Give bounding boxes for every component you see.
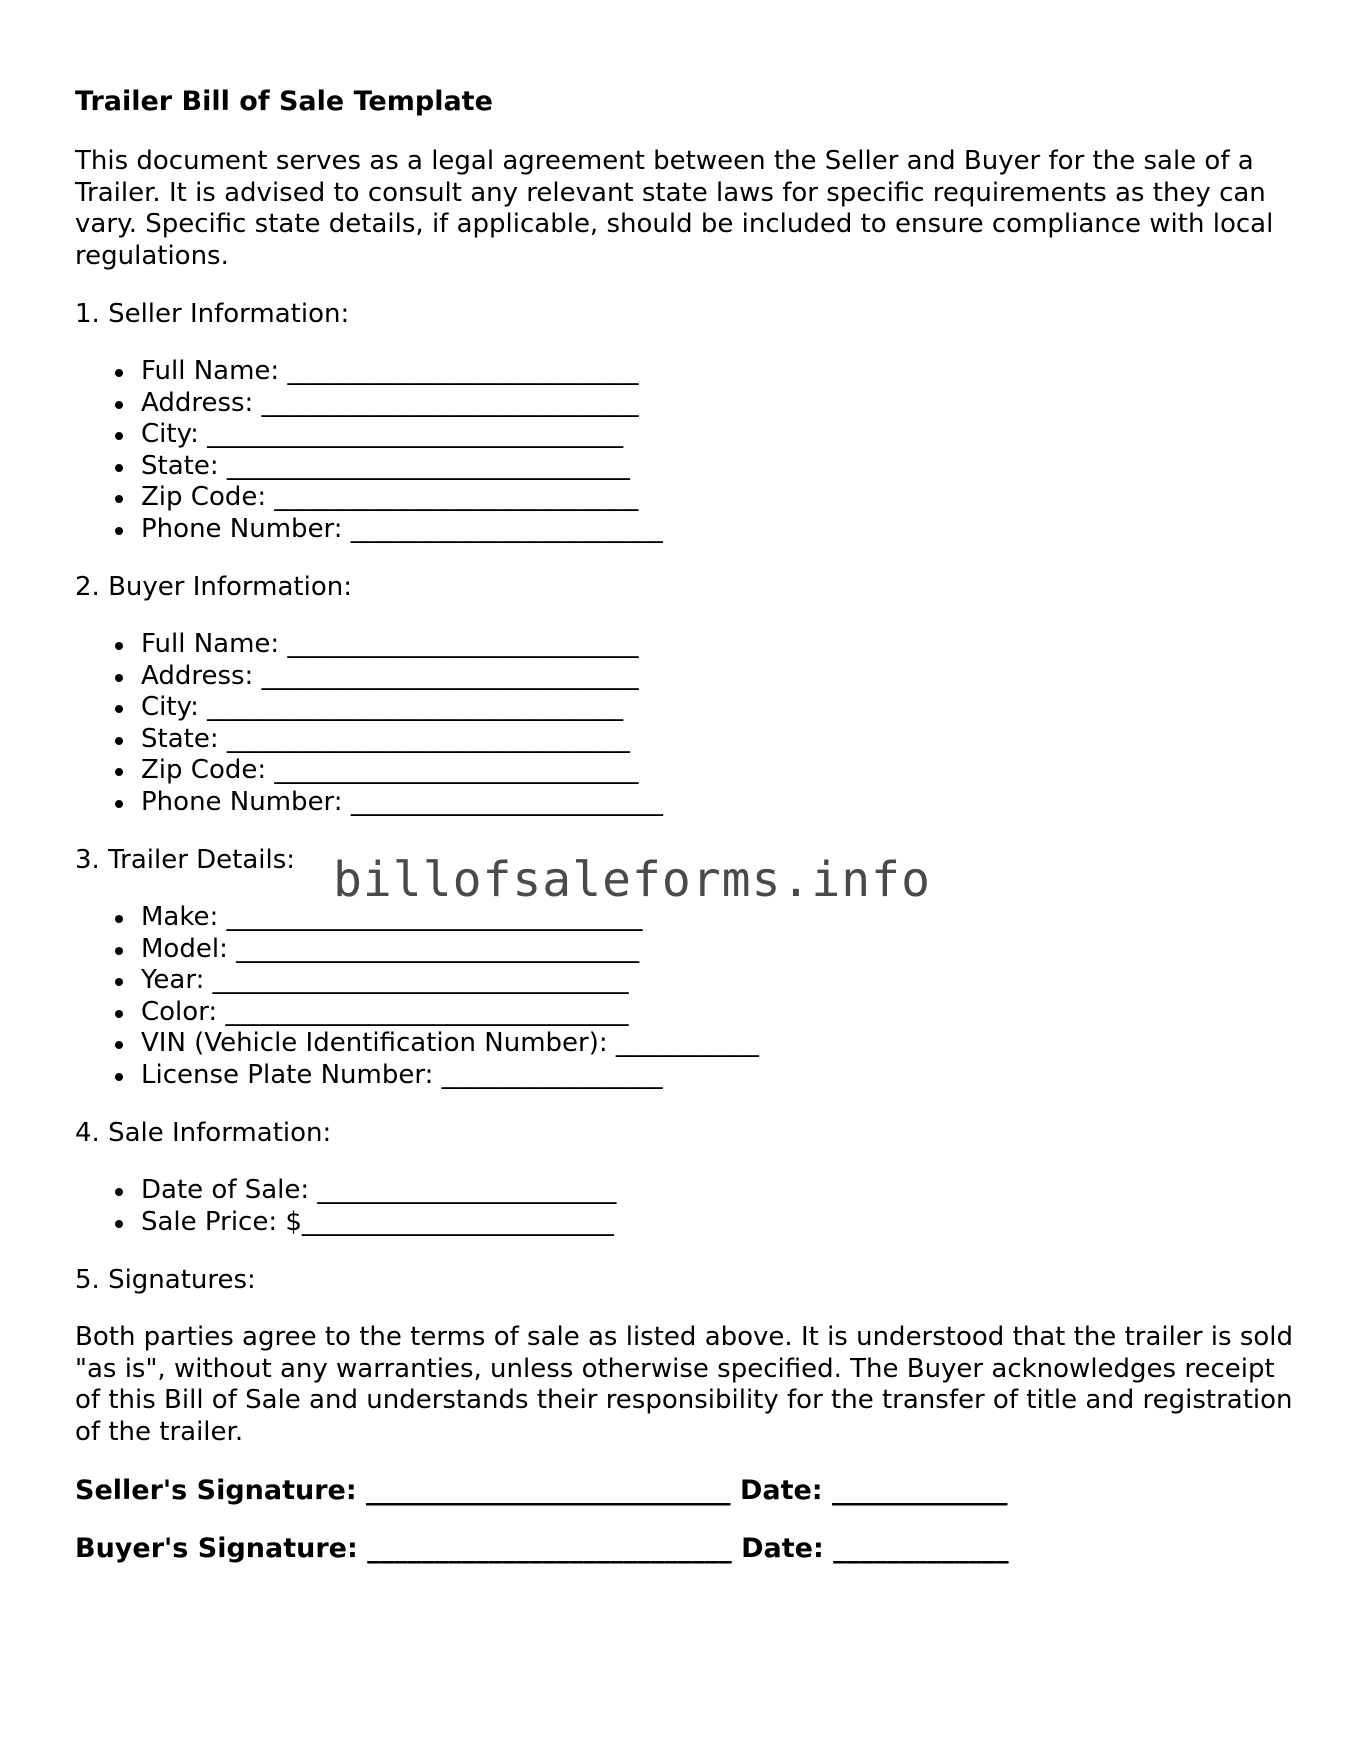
field-line: Address: _____________________________: [141, 388, 1295, 420]
field-line: License Plate Number: _________________: [141, 1060, 1295, 1092]
buyer-signature-line: Buyer's Signature: ___________________________ Date: _____________: [75, 1533, 1009, 1564]
field-line: Full Name: ___________________________: [141, 356, 1295, 388]
closing-paragraph: Both parties agree to the terms of sale as listed above. It is understood that the trailer is sold "as is", without any warranties, unless otherwise specified. The Buyer acknowledges receipt of this Bill of Sale and understands their responsibility for the transfer of title and registration of the trailer.: [75, 1322, 1294, 1447]
field-line: Year: ________________________________: [141, 965, 1295, 997]
seller-fields: [75, 356, 1295, 545]
document-page: [75, 84, 1295, 1590]
buyer-fields: [75, 629, 1295, 818]
field-line: Address: _____________________________: [141, 661, 1295, 693]
section-heading-seller: 1. Seller Information:: [75, 299, 350, 329]
section-heading-signatures: 5. Signatures:: [75, 1265, 256, 1295]
field-line: Sale Price: $________________________: [141, 1207, 1295, 1239]
watermark-text: billofsaleforms.info: [333, 852, 931, 908]
field-line: Color: _______________________________: [141, 997, 1295, 1029]
seller-signature-line: Seller's Signature: ___________________________ Date: _____________: [75, 1475, 1008, 1506]
field-line: Make: ________________________________: [141, 902, 1295, 934]
intro-paragraph: This document serves as a legal agreement between the Seller and Buyer for the sale of a Trailer. It is advised to consult any relevant state laws for specific requirements as they can vary. Specific state details, if applicable, should be included to ensure compliance with local regulations.: [75, 146, 1274, 271]
field-line: Zip Code: ____________________________: [141, 482, 1295, 514]
field-line: State: _______________________________: [141, 451, 1295, 483]
field-line: City: ________________________________: [141, 692, 1295, 724]
field-line: City: ________________________________: [141, 419, 1295, 451]
section-heading-sale: 4. Sale Information:: [75, 1118, 332, 1148]
field-line: Phone Number: ________________________: [141, 514, 1295, 546]
sale-fields: [75, 1175, 1295, 1238]
field-line: Model: _______________________________: [141, 934, 1295, 966]
section-heading-trailer: 3. Trailer Details:: [75, 845, 296, 875]
field-line: Zip Code: ____________________________: [141, 755, 1295, 787]
section-heading-buyer: 2. Buyer Information:: [75, 572, 352, 602]
field-line: VIN (Vehicle Identification Number): ___________: [141, 1028, 1295, 1060]
field-line: State: _______________________________: [141, 724, 1295, 756]
field-line: Date of Sale: _______________________: [141, 1175, 1295, 1207]
document-title: Trailer Bill of Sale Template: [75, 86, 493, 117]
field-line: Phone Number: ________________________: [141, 787, 1295, 819]
trailer-fields: [75, 902, 1295, 1091]
field-line: Full Name: ___________________________: [141, 629, 1295, 661]
